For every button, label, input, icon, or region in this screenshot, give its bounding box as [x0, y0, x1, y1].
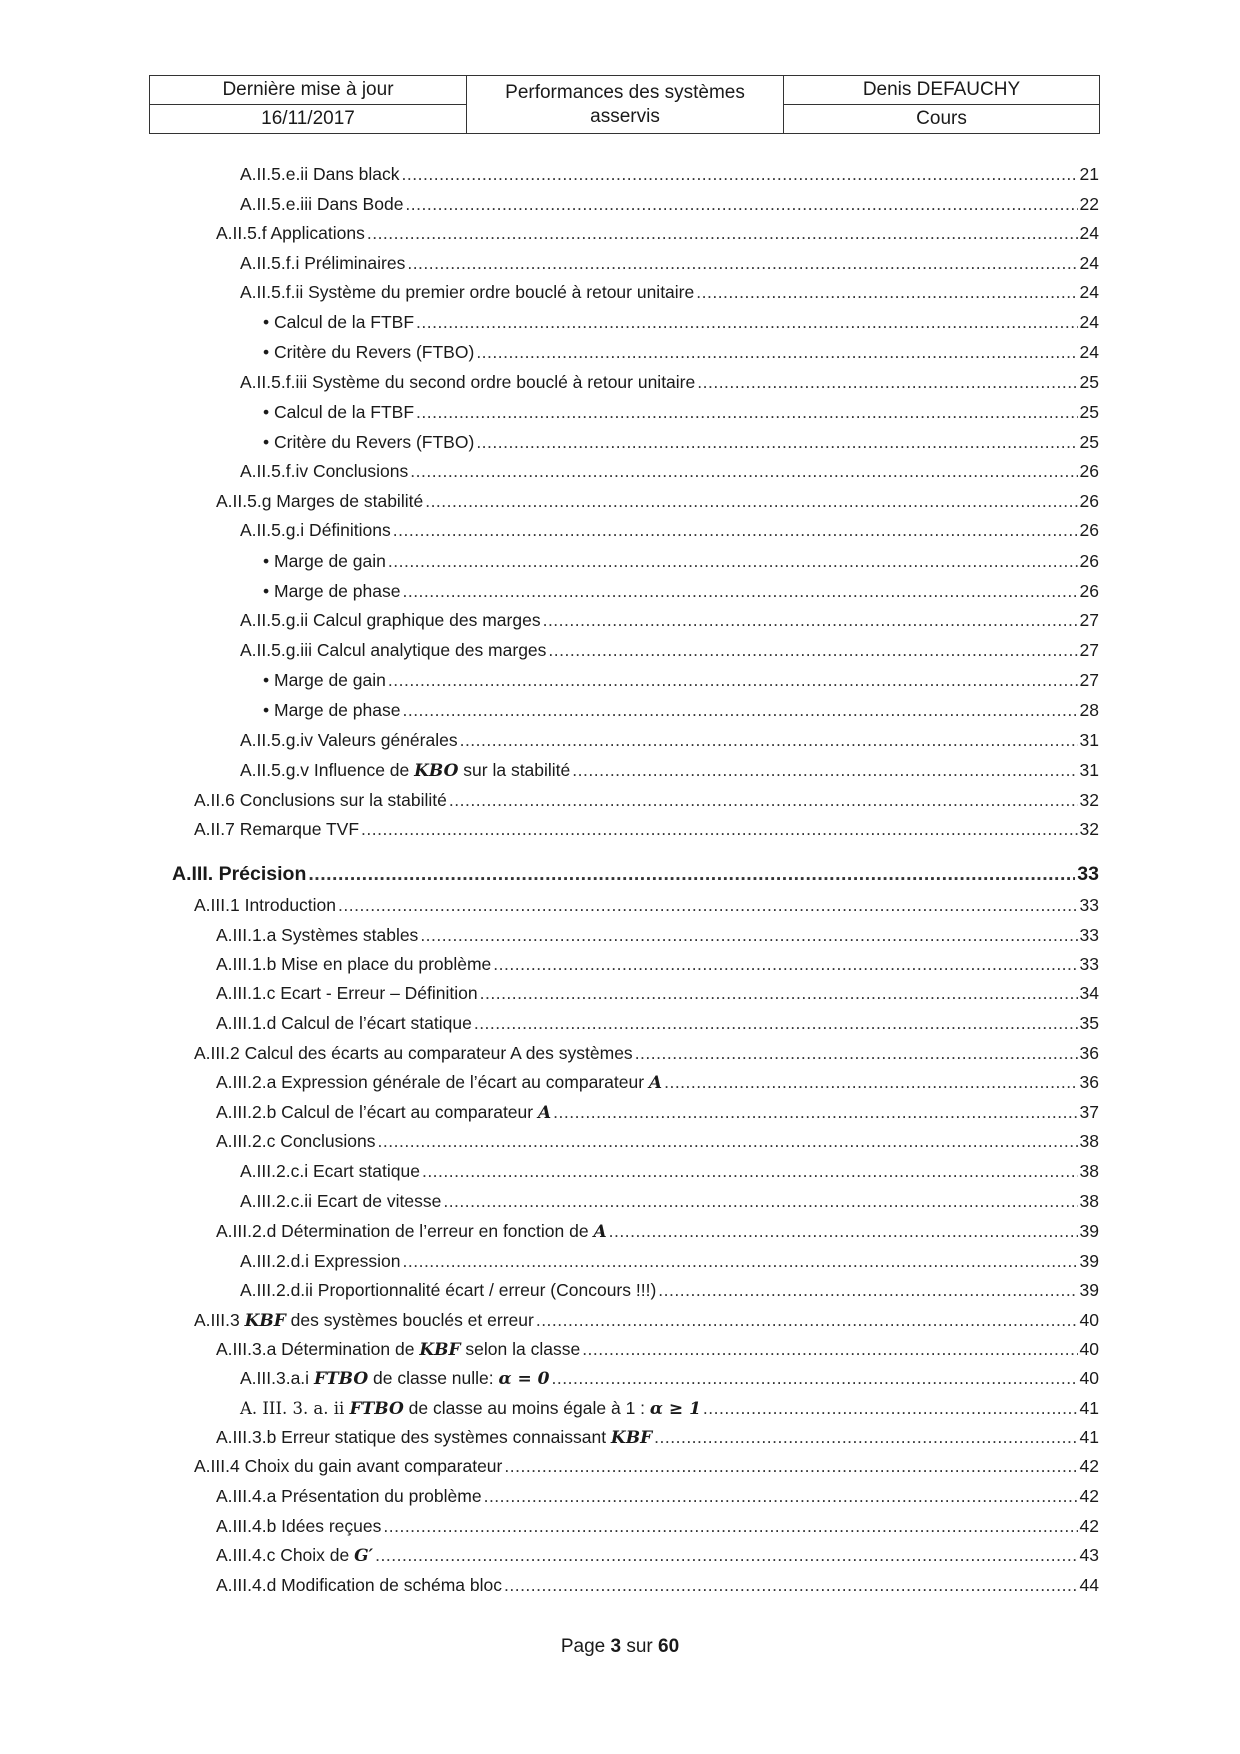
- toc-entry[interactable]: A.II.5.f.iv Conclusions ..... 26: [240, 458, 1099, 484]
- toc-entry[interactable]: A.II.7 Remarque TVF ..... 32: [194, 816, 1099, 842]
- toc-entry[interactable]: • Critère du Revers (FTBO) ..... 24: [263, 339, 1099, 365]
- toc-entry-major[interactable]: A.III. Précision ..... 33: [172, 859, 1099, 889]
- current-page: 3: [610, 1636, 622, 1657]
- toc-entry[interactable]: A.III.3.a Détermination de KBF selon la classe ..... 40: [216, 1336, 1099, 1362]
- toc-entry[interactable]: A.III.2.c Conclusions ..... 38: [216, 1128, 1099, 1154]
- toc-entry[interactable]: A.III.2.d.ii Proportionnalité écart / erreur (Concours !!!) ..... 39: [240, 1277, 1099, 1303]
- total-pages: 60: [658, 1636, 680, 1657]
- toc-entry[interactable]: • Calcul de la FTBF ..... 24: [263, 309, 1099, 335]
- toc-entry[interactable]: A.III.4.a Présentation du problème ..... 42: [216, 1483, 1099, 1509]
- toc-entry[interactable]: A.II.5.f Applications ..... 24: [216, 220, 1099, 246]
- toc-entry[interactable]: A.III.1.a Systèmes stables ..... 33: [216, 922, 1099, 948]
- toc-entry[interactable]: A.III.4 Choix du gain avant comparateur ..... 42: [194, 1453, 1099, 1479]
- toc-entry[interactable]: A.III.4.d Modification de schéma bloc ..... 44: [216, 1572, 1099, 1598]
- toc-entry[interactable]: A.III.1 Introduction ..... 33: [194, 892, 1099, 918]
- toc-entry[interactable]: • Calcul de la FTBF ..... 25: [263, 399, 1099, 425]
- toc-entry[interactable]: A.II.5.f.i Préliminaires ..... 24: [240, 250, 1099, 276]
- subject-line-1: Performances des systèmes: [505, 81, 745, 103]
- toc-entry[interactable]: A.III.1.c Ecart - Erreur – Définition ..... 34: [216, 980, 1099, 1006]
- toc-entry[interactable]: A.III.4.b Idées reçues ..... 42: [216, 1513, 1099, 1539]
- toc-entry[interactable]: A.II.6 Conclusions sur la stabilité ..... 32: [194, 787, 1099, 813]
- toc-entry[interactable]: • Marge de phase ..... 26: [263, 578, 1099, 604]
- author: Denis DEFAUCHY: [784, 76, 1100, 105]
- toc-entry[interactable]: A.II.5.f.ii Système du premier ordre bouclé à retour unitaire ..... 24: [240, 279, 1099, 305]
- toc-entry[interactable]: A.III.1.b Mise en place du problème ..... 33: [216, 951, 1099, 977]
- toc-entry[interactable]: A.II.5.e.iii Dans Bode ..... 22: [240, 191, 1099, 217]
- toc-entry[interactable]: A.III.2.b Calcul de l’écart au comparateur A ..... 37: [216, 1099, 1099, 1125]
- page-footer: Page 3 sur 60: [560, 1636, 680, 1657]
- toc-entry[interactable]: A.II.5.g Marges de stabilité ..... 26: [216, 488, 1099, 514]
- toc-entry[interactable]: A. III. 3. a. ii FTBO de classe au moins égale à 1 : α ≥ 1 ..... 41: [240, 1395, 1099, 1421]
- subject-line-2: asservis: [590, 105, 660, 127]
- updated-label: Dernière mise à jour: [150, 76, 467, 105]
- toc-entry[interactable]: A.II.5.g.v Influence de KBO sur la stabilité ..... 31: [240, 757, 1099, 783]
- toc-entry[interactable]: A.II.5.g.iv Valeurs générales ..... 31: [240, 727, 1099, 753]
- toc-entry[interactable]: A.III.4.c Choix de G′ ..... 43: [216, 1542, 1099, 1568]
- toc-entry[interactable]: A.III.1.d Calcul de l’écart statique ..... 35: [216, 1010, 1099, 1036]
- toc-entry[interactable]: A.III.2.d.i Expression ..... 39: [240, 1248, 1099, 1274]
- document-type: Cours: [784, 105, 1100, 134]
- toc-entry[interactable]: A.III.3.b Erreur statique des systèmes connaissant KBF ..... 41: [216, 1424, 1099, 1450]
- toc-entry[interactable]: A.II.5.f.iii Système du second ordre bouclé à retour unitaire ..... 25: [240, 369, 1099, 395]
- update-date: 16/11/2017: [150, 105, 467, 134]
- toc-entry[interactable]: A.III.2.a Expression générale de l’écart au comparateur A ..... 36: [216, 1069, 1099, 1095]
- toc-entry[interactable]: A.III.2.c.i Ecart statique ..... 38: [240, 1158, 1099, 1184]
- toc-entry[interactable]: A.III.2.d Détermination de l’erreur en fonction de A ..... 39: [216, 1218, 1099, 1244]
- toc-entry[interactable]: A.III.2.c.ii Ecart de vitesse ..... 38: [240, 1188, 1099, 1214]
- toc-entry[interactable]: • Marge de gain ..... 26: [263, 548, 1099, 574]
- toc-entry[interactable]: A.III.3 KBF des systèmes bouclés et erreur ..... 40: [194, 1307, 1099, 1333]
- toc-entry[interactable]: • Critère du Revers (FTBO) ..... 25: [263, 429, 1099, 455]
- toc-entry[interactable]: A.III.2 Calcul des écarts au comparateur A des systèmes ..... 36: [194, 1040, 1099, 1066]
- toc-entry[interactable]: A.II.5.g.ii Calcul graphique des marges ..... 27: [240, 607, 1099, 633]
- toc-entry[interactable]: A.II.5.e.ii Dans black ..... 21: [240, 161, 1099, 187]
- toc-entry[interactable]: A.III.3.a.i FTBO de classe nulle: α = 0 ..... 40: [240, 1365, 1099, 1391]
- toc-entry[interactable]: A.II.5.g.iii Calcul analytique des marges ..... 27: [240, 637, 1099, 663]
- toc-entry[interactable]: • Marge de phase ..... 28: [263, 697, 1099, 723]
- toc-entry[interactable]: A.II.5.g.i Définitions ..... 26: [240, 517, 1099, 543]
- toc-entry[interactable]: • Marge de gain ..... 27: [263, 667, 1099, 693]
